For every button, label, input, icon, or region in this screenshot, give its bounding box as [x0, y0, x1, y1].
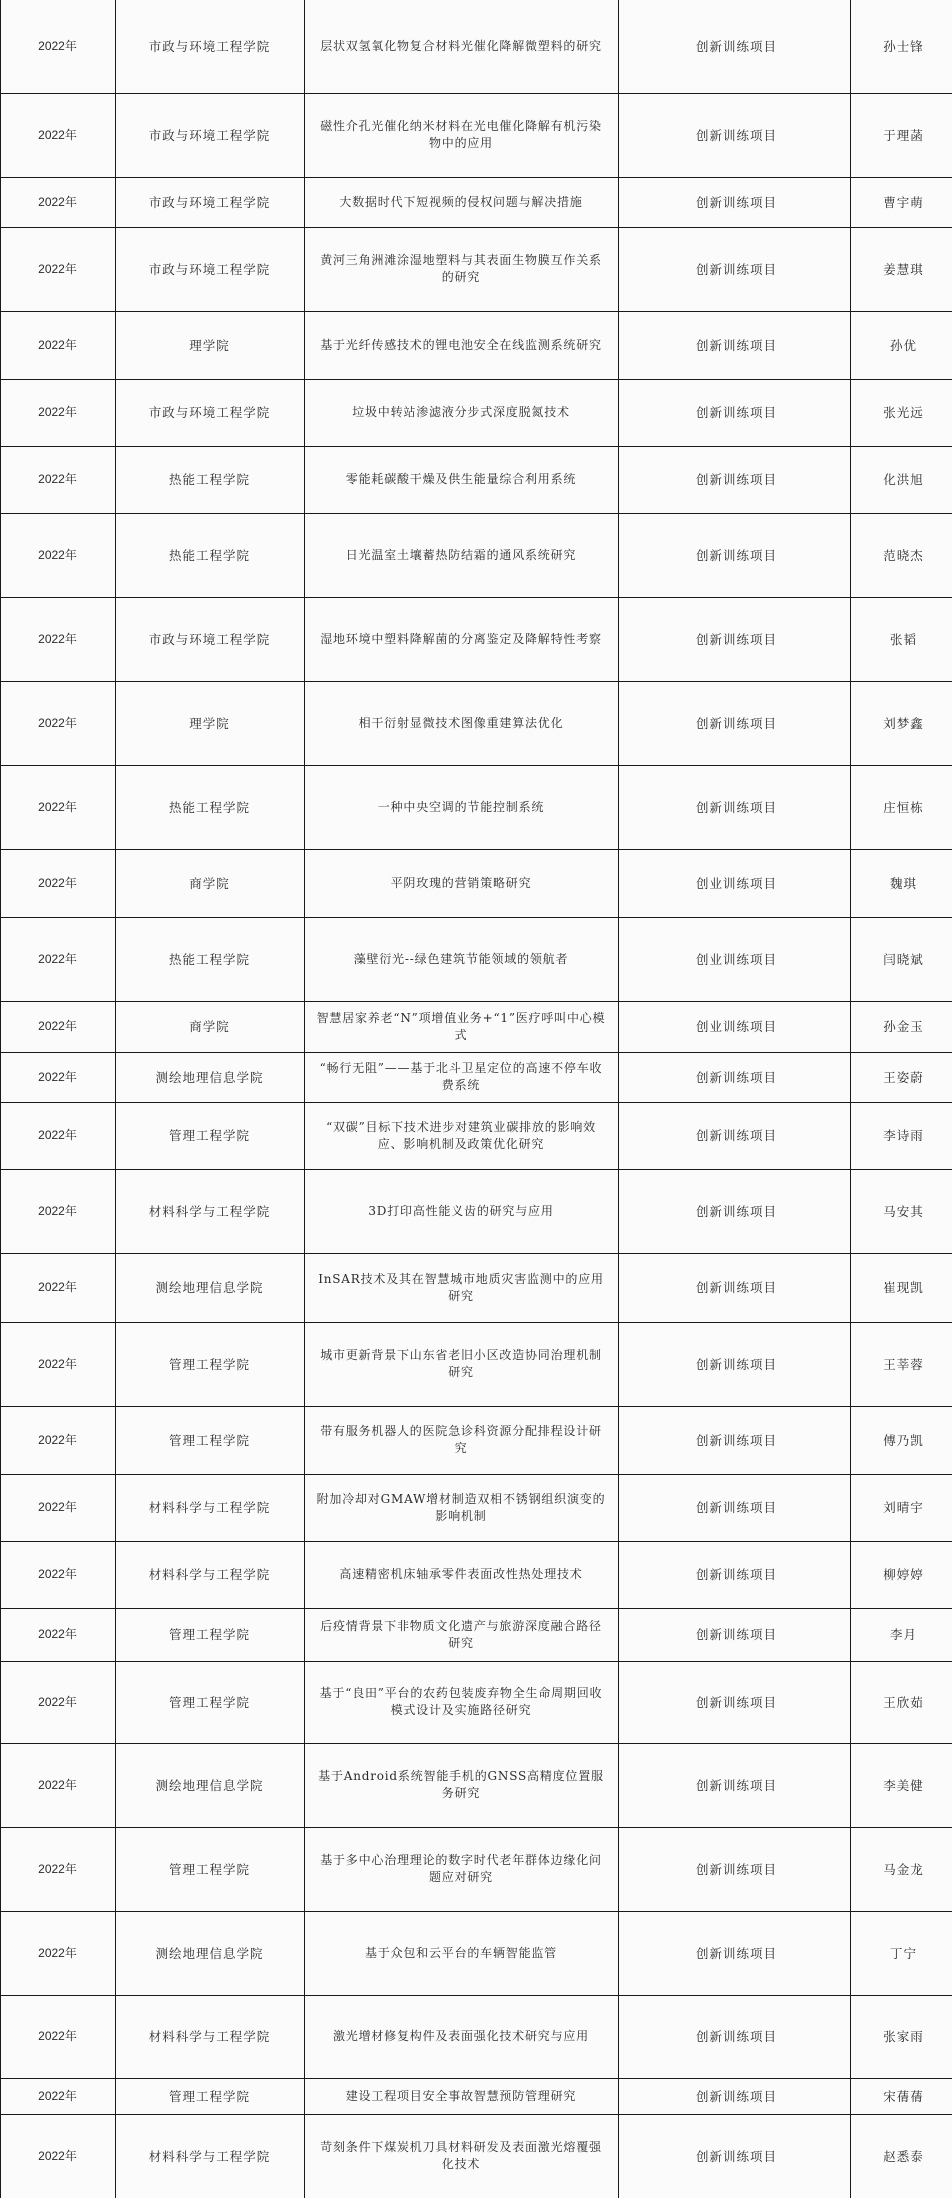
cell-leader: 范晓杰: [883, 547, 924, 563]
cell-topic: 相干衍射显微技术图像重建算法优化: [358, 715, 564, 730]
cell-type: 创新训练项目: [695, 1627, 777, 1642]
row-divider: [0, 1911, 952, 1912]
cell-leader: 丁宁: [889, 1945, 917, 1961]
cell-type: 创新训练项目: [695, 1945, 777, 1961]
row-divider: [0, 446, 952, 447]
row-divider: [0, 1406, 952, 1407]
cell-type: 创新训练项目: [695, 631, 777, 647]
cell-topic: 城市更新背景下山东省老旧小区改造协同治理机制研究: [320, 1348, 602, 1379]
row-divider: [0, 1608, 952, 1609]
cell-type: 创新训练项目: [695, 337, 777, 353]
cell-topic: 3D打印高性能义齿的研究与应用: [368, 1203, 554, 1218]
column-divider: [0, 0, 1, 2198]
cell-type: 创新训练项目: [695, 1567, 777, 1582]
cell-type: 创新训练项目: [695, 127, 777, 143]
row-divider: [0, 1052, 952, 1053]
cell-leader: 刘晴宇: [883, 1500, 924, 1515]
cell-type: 创新训练项目: [695, 715, 777, 731]
cell-year: 2022年: [38, 1432, 77, 1447]
cell-leader: 闫晓斌: [883, 951, 924, 967]
cell-type: 创新训练项目: [695, 1203, 777, 1219]
row-divider: [0, 1661, 952, 1662]
cell-leader: 庄恒栋: [883, 799, 924, 815]
cell-college: 管理工程学院: [168, 1432, 250, 1448]
row-divider: [0, 1322, 952, 1323]
cell-leader: 曹宇萌: [883, 194, 924, 210]
cell-topic: 激光增材修复构件及表面强化技术研究与应用: [332, 2029, 589, 2043]
cell-leader: 王姿蔚: [883, 1069, 924, 1085]
cell-topic: 平阴玫瑰的营销策略研究: [390, 875, 532, 890]
row-divider: [0, 1102, 952, 1103]
cell-leader: 王欣茹: [883, 1694, 924, 1710]
cell-college: 管理工程学院: [168, 1694, 250, 1710]
cell-topic: 垃圾中转站渗滤液分步式深度脱氮技术: [352, 405, 570, 419]
cell-college: 市政与环境工程学院: [148, 39, 271, 54]
row-divider: [0, 681, 952, 682]
cell-college: 市政与环境工程学院: [148, 261, 271, 277]
cell-type: 创新训练项目: [695, 1777, 777, 1793]
cell-year: 2022年: [38, 472, 77, 486]
cell-type: 创业训练项目: [695, 951, 777, 967]
cell-year: 2022年: [38, 2148, 77, 2163]
cell-leader: 化洪旭: [883, 472, 924, 487]
column-divider: [304, 0, 305, 2198]
cell-topic: InSAR技术及其在智慧城市地质灾害监测中的应用研究: [318, 1271, 604, 1303]
cell-college: 理学院: [189, 715, 230, 731]
row-divider: [0, 765, 952, 766]
cell-leader: 于理菡: [883, 127, 924, 143]
cell-year: 2022年: [38, 1694, 77, 1709]
row-divider: [0, 177, 952, 178]
cell-college: 材料科学与工程学院: [148, 1567, 271, 1582]
cell-year: 2022年: [38, 1069, 77, 1084]
cell-year: 2022年: [38, 2029, 77, 2043]
cell-topic: 附加冷却对GMAW增材制造双相不锈钢组织演变的影响机制: [316, 1491, 606, 1523]
cell-type: 创新训练项目: [695, 194, 777, 210]
cell-leader: 张韬: [889, 631, 917, 647]
cell-year: 2022年: [38, 1777, 77, 1792]
cell-year: 2022年: [38, 39, 77, 53]
cell-leader: 张家雨: [883, 2029, 924, 2044]
cell-type: 创新训练项目: [695, 1500, 777, 1515]
cell-leader: 柳婷婷: [883, 1567, 924, 1582]
cell-college: 测绘地理信息学院: [155, 1280, 264, 1295]
cell-leader: 李诗雨: [883, 1128, 924, 1143]
cell-leader: 姜慧琪: [883, 261, 924, 277]
cell-leader: 李月: [889, 1627, 917, 1642]
cell-topic: 磁性介孔光催化纳米材料在光电催化降解有机污染物中的应用: [320, 119, 602, 150]
cell-college: 热能工程学院: [168, 799, 250, 815]
row-divider: [0, 513, 952, 514]
cell-type: 创业训练项目: [695, 1019, 777, 1034]
cell-year: 2022年: [38, 337, 77, 352]
cell-leader: 崔现凯: [883, 1280, 924, 1295]
cell-topic: 基于光纤传感技术的锂电池安全在线监测系统研究: [320, 337, 602, 352]
row-divider: [0, 597, 952, 598]
cell-topic: 层状双氢氧化物复合材料光催化降解微塑料的研究: [320, 39, 602, 53]
cell-topic: “双碳”目标下技术进步对建筑业碳排放的影响效应、影响机制及政策优化研究: [326, 1119, 596, 1151]
cell-year: 2022年: [38, 875, 77, 890]
cell-type: 创新训练项目: [695, 1432, 777, 1448]
cell-type: 创新训练项目: [695, 2088, 777, 2104]
cell-year: 2022年: [38, 951, 77, 966]
cell-college: 市政与环境工程学院: [148, 631, 271, 647]
cell-college: 商学院: [189, 875, 230, 891]
cell-type: 创新训练项目: [695, 1861, 777, 1877]
cell-year: 2022年: [38, 715, 77, 730]
cell-topic: 一种中央空调的节能控制系统: [377, 799, 545, 814]
cell-topic: 基于多中心治理理论的数字时代老年群体边缘化问题应对研究: [320, 1853, 602, 1884]
cell-college: 热能工程学院: [168, 951, 250, 967]
column-divider: [618, 0, 619, 2198]
cell-college: 材料科学与工程学院: [148, 2148, 271, 2164]
cell-topic: 基于众包和云平台的车辆智能监管: [364, 1945, 557, 1960]
row-divider: [0, 311, 952, 312]
row-divider: [0, 379, 952, 380]
cell-college: 测绘地理信息学院: [155, 1069, 264, 1085]
cell-topic: 建设工程项目安全事故智慧预防管理研究: [345, 2088, 577, 2103]
row-divider: [0, 1827, 952, 1828]
cell-college: 热能工程学院: [168, 472, 250, 487]
cell-leader: 孙金玉: [883, 1019, 924, 1034]
cell-type: 创新训练项目: [695, 472, 777, 487]
cell-topic: 日光温室土壤蓄热防结霜的通风系统研究: [345, 547, 577, 562]
cell-college: 市政与环境工程学院: [148, 127, 271, 143]
row-divider: [0, 2114, 952, 2115]
cell-leader: 张光远: [883, 405, 924, 420]
cell-year: 2022年: [38, 547, 77, 562]
cell-year: 2022年: [38, 2088, 77, 2103]
row-divider: [0, 917, 952, 918]
cell-topic: 智慧居家养老“N”项增值业务+“1”医疗呼叫中心模式: [316, 1010, 606, 1042]
column-divider: [850, 0, 851, 2198]
cell-year: 2022年: [38, 1567, 77, 1581]
cell-type: 创业训练项目: [695, 875, 777, 891]
cell-type: 创新训练项目: [695, 799, 777, 815]
cell-year: 2022年: [38, 261, 77, 276]
cell-college: 材料科学与工程学院: [148, 2029, 271, 2044]
row-divider: [0, 227, 952, 228]
cell-year: 2022年: [38, 631, 77, 646]
cell-year: 2022年: [38, 1861, 77, 1876]
cell-leader: 赵悉泰: [883, 2148, 924, 2164]
cell-year: 2022年: [38, 799, 77, 814]
cell-leader: 魏琪: [889, 875, 917, 891]
cell-year: 2022年: [38, 127, 77, 142]
cell-leader: 王莘蓉: [883, 1356, 924, 1372]
row-divider: [0, 1743, 952, 1744]
cell-leader: 孙优: [889, 337, 917, 353]
cell-college: 材料科学与工程学院: [148, 1203, 271, 1219]
cell-type: 创新训练项目: [695, 547, 777, 563]
cell-year: 2022年: [38, 1203, 77, 1218]
cell-year: 2022年: [38, 1627, 77, 1641]
cell-topic: 高速精密机床轴承零件表面改性热处理技术: [339, 1567, 583, 1581]
row-divider: [0, 849, 952, 850]
row-divider: [0, 93, 952, 94]
cell-topic: 后疫情背景下非物质文化遗产与旅游深度融合路径研究: [320, 1618, 602, 1650]
cell-college: 理学院: [189, 337, 230, 353]
cell-college: 测绘地理信息学院: [155, 1777, 264, 1793]
row-divider: [0, 1253, 952, 1254]
cell-topic: 黄河三角洲滩涂湿地塑料与其表面生物膜互作关系的研究: [320, 253, 602, 284]
cell-leader: 马安其: [883, 1203, 924, 1219]
cell-college: 管理工程学院: [168, 1356, 250, 1372]
cell-year: 2022年: [38, 405, 77, 419]
cell-college: 市政与环境工程学院: [148, 405, 271, 420]
cell-type: 创新训练项目: [695, 1069, 777, 1085]
cell-type: 创新训练项目: [695, 1128, 777, 1143]
cell-topic: “畅行无阻”——基于北斗卫星定位的高速不停车收费系统: [319, 1061, 603, 1092]
cell-year: 2022年: [38, 1945, 77, 1960]
cell-college: 市政与环境工程学院: [148, 194, 271, 210]
cell-college: 材料科学与工程学院: [148, 1500, 271, 1515]
cell-topic: 大数据时代下短视频的侵权问题与解决措施: [339, 194, 583, 209]
cell-topic: 基于“良田”平台的农药包装废弃物全生命周期回收模式设计及实施路径研究: [319, 1686, 603, 1717]
row-divider: [0, 1541, 952, 1542]
cell-topic: 零能耗碳酸干燥及供生能量综合利用系统: [345, 472, 577, 486]
cell-college: 管理工程学院: [168, 1861, 250, 1877]
cell-topic: 带有服务机器人的医院急诊科资源分配排程设计研究: [320, 1424, 602, 1455]
cell-type: 创新训练项目: [695, 261, 777, 277]
row-divider: [0, 2078, 952, 2079]
cell-college: 测绘地理信息学院: [155, 1945, 264, 1961]
cell-leader: 马金龙: [883, 1861, 924, 1877]
cell-year: 2022年: [38, 1019, 77, 1033]
row-divider: [0, 1995, 952, 1996]
column-divider: [115, 0, 116, 2198]
cell-college: 管理工程学院: [168, 2088, 250, 2104]
row-divider: [0, 1169, 952, 1170]
cell-year: 2022年: [38, 1128, 77, 1142]
cell-leader: 李美健: [883, 1777, 924, 1793]
cell-college: 热能工程学院: [168, 547, 250, 563]
cell-leader: 傅乃凯: [883, 1432, 924, 1448]
cell-year: 2022年: [38, 194, 77, 209]
row-divider: [0, 1001, 952, 1002]
cell-type: 创新训练项目: [695, 39, 777, 54]
cell-type: 创新训练项目: [695, 1356, 777, 1372]
cell-type: 创新训练项目: [695, 2148, 777, 2164]
cell-topic: 湿地环境中塑料降解菌的分离鉴定及降解特性考察: [320, 631, 602, 646]
cell-topic: 藻壁衍光--绿色建筑节能领域的领航者: [353, 951, 569, 966]
cell-year: 2022年: [38, 1280, 77, 1294]
cell-type: 创新训练项目: [695, 1280, 777, 1295]
cell-type: 创新训练项目: [695, 2029, 777, 2044]
cell-leader: 孙士锋: [883, 39, 924, 54]
cell-college: 管理工程学院: [168, 1128, 250, 1143]
cell-topic: 基于Android系统智能手机的GNSS高精度位置服务研究: [318, 1769, 604, 1800]
cell-year: 2022年: [38, 1356, 77, 1371]
cell-leader: 刘梦鑫: [883, 715, 924, 731]
cell-type: 创新训练项目: [695, 1694, 777, 1710]
cell-topic: 苛刻条件下煤炭机刀具材料研发及表面激光熔覆强化技术: [320, 2140, 602, 2171]
cell-college: 商学院: [189, 1019, 230, 1034]
cell-type: 创新训练项目: [695, 405, 777, 420]
cell-year: 2022年: [38, 1500, 77, 1514]
row-divider: [0, 1474, 952, 1475]
cell-leader: 宋蒨蒨: [883, 2088, 924, 2104]
cell-college: 管理工程学院: [168, 1627, 250, 1642]
